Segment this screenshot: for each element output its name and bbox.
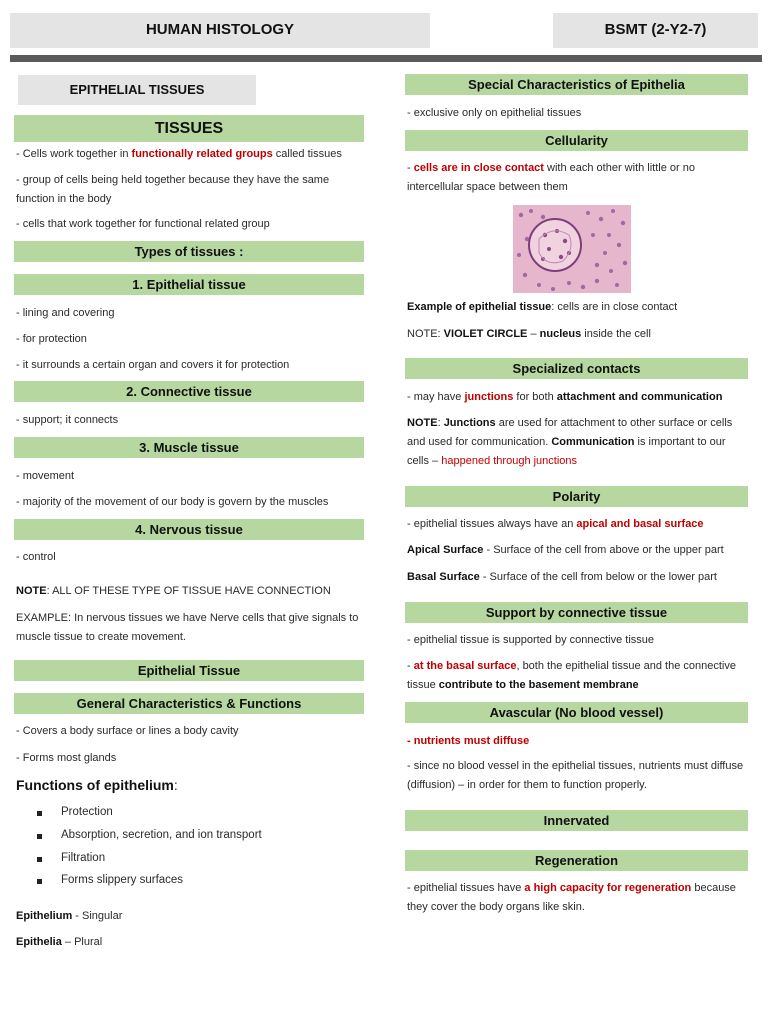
regeneration-header: Regeneration <box>405 850 748 871</box>
cellularity-text: - cells are in close contact with each other with little or no intercellular space between them <box>407 162 695 193</box>
header-divider <box>10 55 762 62</box>
cellularity-header: Cellularity <box>405 130 748 151</box>
page-title: HUMAN HISTOLOGY <box>10 13 430 48</box>
nervous-item: - control <box>16 551 56 563</box>
connective-item: - support; it connects <box>16 414 119 426</box>
general-item: - Forms most glands <box>16 752 117 764</box>
support-text-1: - epithelial tissue is supported by connective tissue <box>407 634 655 646</box>
tissues-text-1: - Cells work together in functionally related groups called tissues <box>16 148 342 160</box>
singular-text: Epithelium - Singular <box>16 910 123 922</box>
example-epithelial-text: Example of epithelial tissue: cells are in close contact <box>407 301 678 313</box>
polarity-header: Polarity <box>405 486 748 507</box>
avascular-text: - since no blood vessel in the epithelial tissues, nutrients must diffuse (diffusion) – in order for them to function properly. <box>407 760 744 791</box>
tissues-text-3: - cells that work together for functional related group <box>16 218 270 230</box>
specialized-contacts-header: Specialized contacts <box>405 358 748 379</box>
tissues-header: TISSUES <box>14 115 364 142</box>
polarity-text: - epithelial tissues always have an apical and basal surface <box>407 518 704 530</box>
epithelial-item: - for protection <box>16 333 87 345</box>
functions-heading: Functions of epithelium: <box>16 777 178 793</box>
note-text: NOTE: ALL OF THESE TYPE OF TISSUE HAVE CONNECTION <box>16 585 331 597</box>
epithelial-header: 1. Epithelial tissue <box>14 274 364 295</box>
epithelial-item: - it surrounds a certain organ and covers it for protection <box>16 359 290 371</box>
section-title: EPITHELIAL TISSUES <box>18 75 256 105</box>
violet-circle-note: NOTE: VIOLET CIRCLE – nucleus inside the cell <box>407 328 651 340</box>
muscle-item: - majority of the movement of our body is govern by the muscles <box>16 496 329 508</box>
avascular-red-text: - nutrients must diffuse <box>407 735 530 747</box>
special-text: - exclusive only on epithelial tissues <box>407 107 582 119</box>
plural-text: Epithelia – Plural <box>16 936 103 948</box>
general-characteristics-header: General Characteristics & Functions <box>14 693 364 714</box>
epithelial-tissue-header: Epithelial Tissue <box>14 660 364 681</box>
special-characteristics-header: Special Characteristics of Epithelia <box>405 74 748 95</box>
apical-surface-text: Apical Surface - Surface of the cell from above or the upper part <box>407 544 724 556</box>
types-header: Types of tissues : <box>14 241 364 262</box>
tissues-text-2: - group of cells being held together because they have the same function in the body <box>16 174 330 205</box>
support-text-2: - at the basal surface, both the epithelial tissue and the connective tissue contribute to the basement membrane <box>407 660 736 691</box>
course-code: BSMT (2-Y2-7) <box>553 13 758 48</box>
connective-header: 2. Connective tissue <box>14 381 364 402</box>
support-header: Support by connective tissue <box>405 602 748 623</box>
basal-surface-text: Basal Surface - Surface of the cell from below or the lower part <box>407 571 717 583</box>
avascular-header: Avascular (No blood vessel) <box>405 702 748 723</box>
regeneration-text: - epithelial tissues have a high capacity for regeneration because they cover the body organs like skin. <box>407 882 736 913</box>
junctions-note: NOTE: Junctions are used for attachment to other surface or cells and used for communication. Communication is important to our cells – happened through junctions <box>407 417 733 467</box>
epithelial-item: - lining and covering <box>16 307 115 319</box>
muscle-item: - movement <box>16 470 75 482</box>
histology-image <box>513 205 631 293</box>
example-text: EXAMPLE: In nervous tissues we have Nerve cells that give signals to muscle tissue to create movement. <box>16 612 359 643</box>
specialized-contacts-text: - may have junctions for both attachment and communication <box>407 391 723 403</box>
innervated-header: Innervated <box>405 810 748 831</box>
general-item: - Covers a body surface or lines a body cavity <box>16 725 239 737</box>
muscle-header: 3. Muscle tissue <box>14 437 364 458</box>
nervous-header: 4. Nervous tissue <box>14 519 364 540</box>
